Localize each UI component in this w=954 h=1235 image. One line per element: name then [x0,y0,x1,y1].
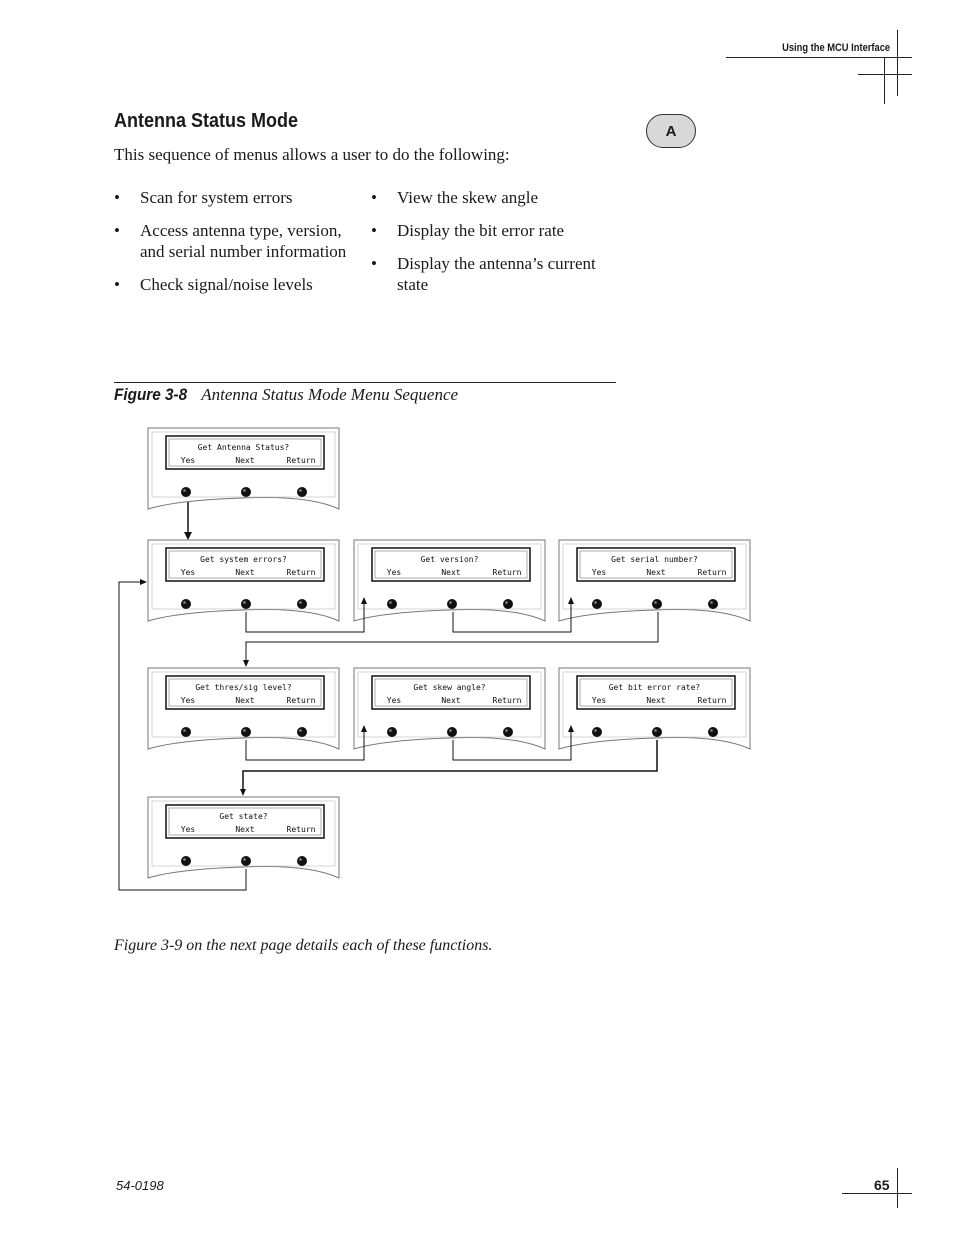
footer-rule [842,1193,912,1194]
panel-button[interactable] [503,599,513,609]
mcu-panel [354,668,545,749]
lcd-option: Next [646,696,666,705]
lcd-option: Return [492,568,522,577]
panel-button-highlight [243,489,246,492]
intro-text: This sequence of menus allows a user to do the following: [114,145,510,164]
arrowhead [240,789,246,796]
figure-title: Antenna Status Mode Menu Sequence [201,385,459,404]
panel-button[interactable] [241,727,251,737]
panel-button[interactable] [297,599,307,609]
panel-button[interactable] [181,599,191,609]
panel-button-highlight [710,729,713,732]
lcd-prompt: Get Antenna Status? [197,443,290,452]
appendix-badge: A [646,114,696,148]
panel-button-highlight [299,601,302,604]
panel-button[interactable] [297,487,307,497]
bullet-item: • Check signal/noise levels [114,274,354,295]
panel-button[interactable] [652,727,662,737]
lcd-option: Next [441,568,461,577]
panel-button-highlight [243,601,246,604]
lcd-option: Return [697,696,727,705]
panel-button-highlight [389,601,392,604]
panel-button[interactable] [387,727,397,737]
lcd-prompt: Get bit error rate? [608,683,701,692]
figure-number: Figure 3-8 [114,385,188,404]
panel-button-highlight [183,489,186,492]
bullet-item: • Scan for system errors [114,187,354,208]
panel-button[interactable] [181,487,191,497]
panel-button-highlight [389,729,392,732]
panel-button-highlight [654,729,657,732]
lcd-option: Yes [591,568,607,577]
bullet-item: • Display the bit error rate [371,220,611,241]
panel-button-highlight [594,601,597,604]
lcd-option: Next [441,696,461,705]
bullet-item: • View the skew angle [371,187,611,208]
page-title: Antenna Status Mode [114,110,299,132]
panel-button-highlight [299,858,302,861]
lcd-option: Next [646,568,666,577]
panel-button-highlight [654,601,657,604]
lcd-prompt: Get serial number? [611,555,698,564]
panel-button-highlight [183,729,186,732]
bullet-item: • Access antenna type, version, and serial number information [114,220,354,262]
panel-button-highlight [505,729,508,732]
lcd-option: Return [286,696,316,705]
lcd-option: Yes [180,825,196,834]
bullet-item: • Display the antenna’s current state [371,253,611,295]
lcd-option: Yes [180,568,196,577]
arrowhead [243,660,249,667]
lcd-option: Yes [180,456,196,465]
mcu-panel [148,797,339,878]
running-header: Using the MCU Interface [781,42,890,54]
footer-crop-v [897,1168,898,1208]
lcd-option: Next [235,456,255,465]
panel-button-highlight [710,601,713,604]
panel-button-highlight [183,858,186,861]
panel-button[interactable] [592,599,602,609]
document-number: 54-0198 [116,1178,164,1193]
panel-button-highlight [183,601,186,604]
panel-button-highlight [505,601,508,604]
lcd-option: Return [492,696,522,705]
panel-button[interactable] [503,727,513,737]
panel-button[interactable] [241,599,251,609]
lcd-prompt: Get system errors? [200,555,287,564]
panel-button[interactable] [592,727,602,737]
panel-button[interactable] [447,599,457,609]
lcd-option: Return [286,568,316,577]
lcd-prompt: Get skew angle? [413,683,486,692]
panel-button-highlight [243,858,246,861]
lcd-option: Return [286,825,316,834]
lcd-option: Yes [386,696,402,705]
mcu-panel [148,668,339,749]
panel-button-highlight [299,489,302,492]
panel-button[interactable] [181,856,191,866]
arrowhead [140,579,147,585]
panel-button[interactable] [297,856,307,866]
lcd-option: Next [235,696,255,705]
mcu-panel [559,540,750,621]
lcd-option: Return [697,568,727,577]
panel-button-highlight [243,729,246,732]
page-number: 65 [874,1177,890,1193]
panel-button[interactable] [708,727,718,737]
panel-button-highlight [594,729,597,732]
mcu-panel [148,428,339,509]
panel-button[interactable] [241,487,251,497]
mcu-panel [354,540,545,621]
lcd-option: Yes [591,696,607,705]
lcd-prompt: Get thres/sig level? [195,683,292,692]
connector-line [246,612,658,662]
lcd-option: Yes [180,696,196,705]
mcu-panel [148,540,339,621]
mcu-panel [559,668,750,749]
panel-button[interactable] [297,727,307,737]
figure-footnote: Figure 3-9 on the next page details each of these functions. [114,937,493,954]
panel-button[interactable] [447,727,457,737]
lcd-option: Return [286,456,316,465]
lcd-option: Next [235,568,255,577]
lcd-option: Next [235,825,255,834]
panel-button[interactable] [241,856,251,866]
connector-line [243,740,657,791]
panel-button-highlight [449,601,452,604]
lcd-prompt: Get state? [219,812,268,821]
panel-button[interactable] [708,599,718,609]
panel-button-highlight [449,729,452,732]
panel-button[interactable] [181,727,191,737]
panel-button[interactable] [387,599,397,609]
arrowhead [184,532,192,540]
panel-button[interactable] [652,599,662,609]
panel-button-highlight [299,729,302,732]
lcd-prompt: Get version? [420,555,479,564]
lcd-option: Yes [386,568,402,577]
